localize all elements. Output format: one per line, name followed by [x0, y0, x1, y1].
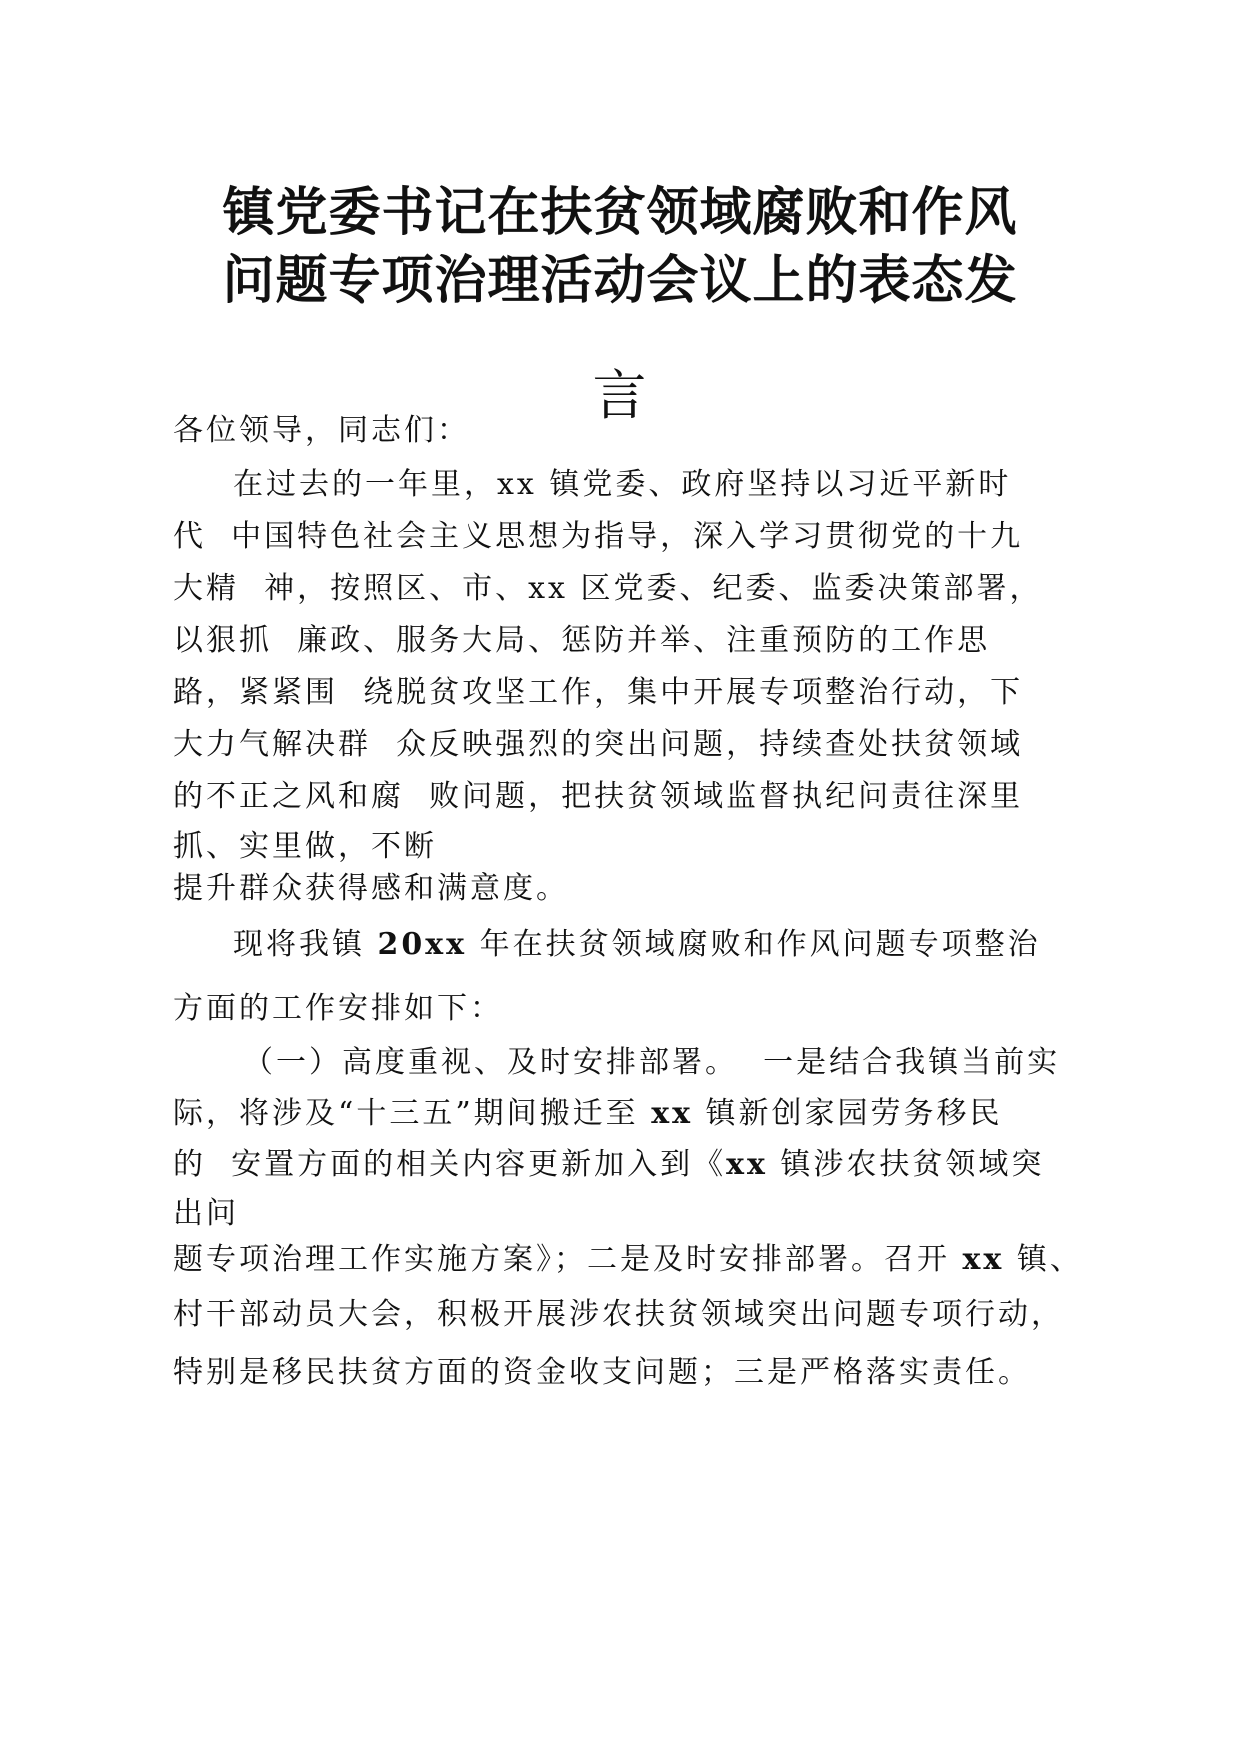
paragraph-3-line-6: 村干部动员大会，积极开展涉农扶贫领域突出问题专项行动，: [173, 1297, 1064, 1332]
paragraph-2-text: 年在扶贫领域腐败和作风问题专项整治: [467, 927, 1041, 962]
paragraph-3-line-7: 特别是移民扶贫方面的资金收支问题；三是严格落实责任。: [173, 1355, 1031, 1390]
paragraph-3-line-4: 出问: [173, 1196, 239, 1231]
paragraph-2-text: 现将我镇: [233, 927, 378, 962]
paragraph-3-text: 题专项治理工作实施方案》；二是及时安排部署。召开: [173, 1242, 963, 1277]
paragraph-3-line-5: [173, 1240, 1083, 1280]
paragraph-1-line-7: 的不正之风和腐 败问题，把扶贫领域监督执纪问责往深里: [173, 779, 1024, 814]
paragraph-3-text: 镇涉农扶贫领域突: [767, 1147, 1045, 1182]
paragraph-3-line-1: （一）高度重视、及时安排部署。 一是结合我镇当前实: [243, 1045, 1061, 1080]
paragraph-3-line-3: [173, 1145, 1044, 1185]
paragraph-3-text: 际，将涉及“十三五”期间搬迁至: [173, 1096, 652, 1131]
year-placeholder: 20xx: [377, 927, 468, 962]
town-placeholder: xx: [726, 1147, 768, 1182]
paragraph-3-line-2: [173, 1094, 1003, 1134]
paragraph-1-line-6: 大力气解决群 众反映强烈的突出问题，持续查处扶贫领域: [173, 727, 1024, 762]
title-line-2: 问题专项治理活动会议上的表态发: [222, 251, 1018, 311]
paragraph-2-line-2: 方面的工作安排如下：: [173, 991, 503, 1026]
town-placeholder: xx: [651, 1096, 693, 1131]
paragraph-1-line-3: 大精 神，按照区、市、xx 区党委、纪委、监委决策部署，: [173, 571, 1043, 606]
paragraph-1-line-1: 在过去的一年里，xx 镇党委、政府坚持以习近平新时: [233, 467, 1012, 502]
paragraph-1-line-2: 代 中国特色社会主义思想为指导，深入学习贯彻党的十九: [173, 519, 1024, 554]
town-placeholder: xx: [962, 1242, 1005, 1277]
paragraph-3-text: 的 安置方面的相关内容更新加入到《: [173, 1147, 727, 1182]
paragraph-1-line-8: 抓、实里做，不断: [173, 829, 437, 864]
salutation: 各位领导，同志们：: [173, 413, 470, 448]
paragraph-2-line-1: [233, 925, 1041, 965]
title-line-1: 镇党委书记在扶贫领域腐败和作风: [222, 183, 1018, 243]
paragraph-1-line-9: 提升群众获得感和满意度。: [173, 871, 569, 906]
paragraph-3-text: 镇、: [1004, 1242, 1083, 1277]
paragraph-1-line-4: 以狠抓 廉政、服务大局、惩防并举、注重预防的工作思: [173, 623, 991, 658]
title-line-3: 言: [592, 364, 648, 427]
paragraph-3-text: 镇新创家园劳务移民: [693, 1096, 1003, 1131]
paragraph-1-line-5: 路，紧紧围 绕脱贫攻坚工作，集中开展专项整治行动，下: [173, 675, 1024, 710]
